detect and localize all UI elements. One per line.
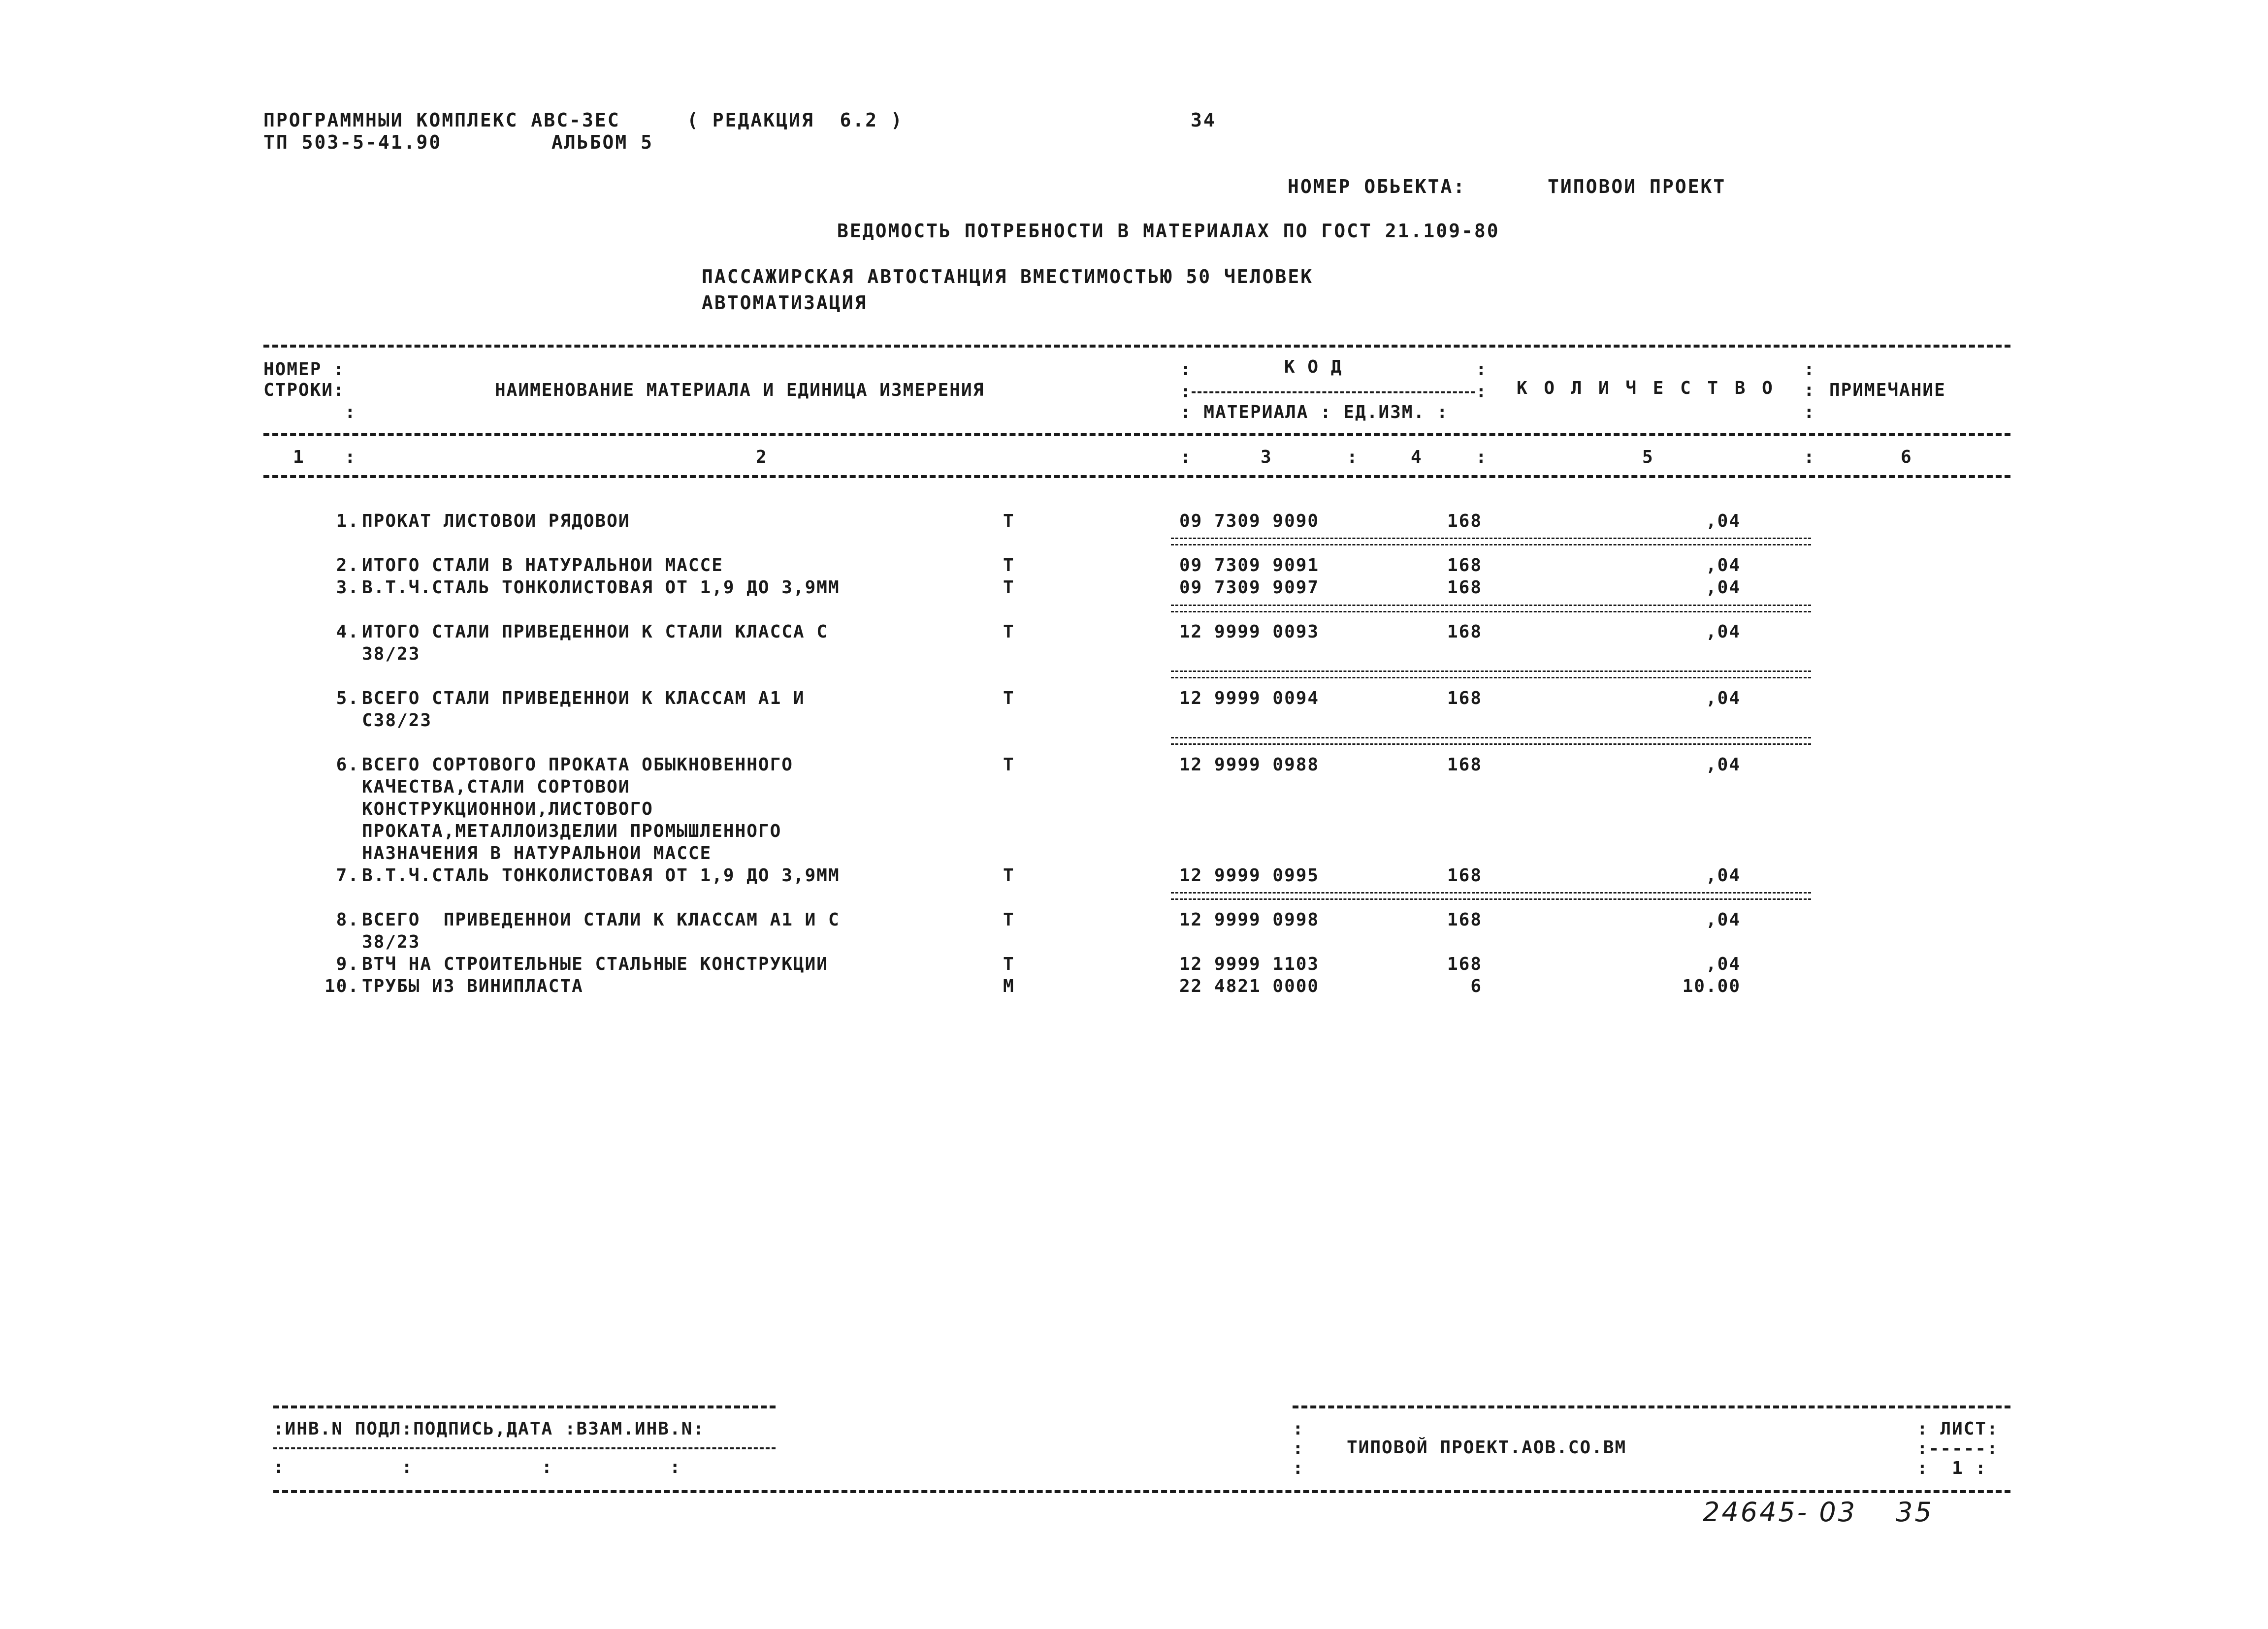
object-label: НОМЕР ОБЬЕКТА: xyxy=(1288,176,1466,197)
row-number: 5. xyxy=(336,688,359,708)
row-name-line: С38/23 xyxy=(362,710,432,731)
row-material-code: 12 9999 0094 xyxy=(1179,688,1320,708)
row-quantity: ,04 xyxy=(1705,688,1741,708)
row-name-line: КАЧЕСТВА,СТАЛИ СОРТОВОИ xyxy=(362,777,630,797)
header-rule xyxy=(263,433,2010,436)
row-material-code: 22 4821 0000 xyxy=(1179,976,1320,996)
row-uom-code: 168 xyxy=(1447,688,1482,708)
col-number-sep-3: : xyxy=(1347,447,1359,467)
row-quantity: ,04 xyxy=(1705,865,1741,886)
stamp-right-colon: : xyxy=(1293,1419,1304,1439)
row-unit: Т xyxy=(1003,865,1015,886)
col-row-no-line1: НОМЕР : xyxy=(263,359,345,380)
row-name-line: В.Т.Ч.СТАЛЬ ТОНКОЛИСТОВАЯ ОТ 1,9 ДО 3,9ММ xyxy=(362,577,840,598)
row-name-line: ВСЕГО СОРТОВОГО ПРОКАТА ОБЫКНОВЕННОГО xyxy=(362,755,793,775)
column-number-rule xyxy=(263,475,2010,478)
row-name-line: ИТОГО СТАЛИ ПРИВЕДЕННОИ К СТАЛИ КЛАССА С xyxy=(362,622,828,642)
subtotal-rule xyxy=(1171,605,1811,612)
project-code: ТП 503-5-41.90 xyxy=(263,131,442,153)
row-material-code: 12 9999 0988 xyxy=(1179,755,1320,775)
col-number-sep-2: : xyxy=(1180,447,1192,467)
col-qty-header: К О Л И Ч Е С Т В О xyxy=(1517,378,1776,398)
col-number-sep-1: : xyxy=(345,447,356,467)
row-quantity: ,04 xyxy=(1705,555,1741,575)
subtotal-rule xyxy=(1171,892,1811,900)
subject-line-1: ПАССАЖИРСКАЯ АВТОСТАНЦИЯ ВМЕСТИМОСТЬЮ 50 ЧЕЛОВЕК xyxy=(702,266,1314,287)
row-unit: М xyxy=(1003,976,1015,996)
row-name-line: ВСЕГО СТАЛИ ПРИВЕДЕННОИ К КЛАССАМ А1 И xyxy=(362,688,805,708)
row-number: 2. xyxy=(336,555,359,575)
row-number: 10. xyxy=(324,976,359,996)
col-row-no-line2: СТРОКИ: xyxy=(263,380,345,400)
row-quantity: ,04 xyxy=(1705,910,1741,930)
row-uom-code: 168 xyxy=(1447,910,1482,930)
row-unit: Т xyxy=(1003,511,1015,531)
col-code-div-colon-l: : xyxy=(1180,382,1192,402)
subtotal-rule xyxy=(1171,671,1811,678)
row-name-line: ИТОГО СТАЛИ В НАТУРАЛЬНОИ МАССЕ xyxy=(362,555,723,575)
row-number: 7. xyxy=(336,865,359,886)
col-code-div-colon-r: : xyxy=(1476,382,1488,402)
row-name-line: 38/23 xyxy=(362,932,421,952)
col-number-1: 1 xyxy=(293,447,305,467)
stamp-document-code: ТИПОВОЙ ПРОЕКТ.АОВ.СО.ВМ xyxy=(1347,1437,1627,1458)
col-qty-colon-1: : xyxy=(1804,359,1815,380)
object-value: ТИПОВОИ ПРОЕКТ xyxy=(1548,176,1726,197)
row-name-line: КОНСТРУКЦИОННОИ,ЛИСТОВОГО xyxy=(362,799,653,819)
row-uom-code: 168 xyxy=(1447,577,1482,598)
stamp-left-header: :ИНВ.N ПОДЛ:ПОДПИСЬ,ДАТА :ВЗАМ.ИНВ.N: xyxy=(273,1419,705,1439)
row-unit: Т xyxy=(1003,954,1015,974)
document-title: ВЕДОМОСТЬ ПОТРЕБНОСТИ В МАТЕРИАЛАХ ПО ГОСТ 21.109-80 xyxy=(837,220,1500,242)
row-quantity: ,04 xyxy=(1705,577,1741,598)
row-material-code: 12 9999 0995 xyxy=(1179,865,1320,886)
row-name-line: ТРУБЫ ИЗ ВИНИПЛАСТА xyxy=(362,976,583,996)
row-number: 8. xyxy=(336,910,359,930)
handwritten-archive-number: 24645- 03 xyxy=(1703,1497,1857,1528)
row-quantity: ,04 xyxy=(1705,511,1741,531)
row-quantity: ,04 xyxy=(1705,622,1741,642)
col-code-divider xyxy=(1192,391,1475,393)
row-name-line: 38/23 xyxy=(362,644,421,664)
row-name-line: В.Т.Ч.СТАЛЬ ТОНКОЛИСТОВАЯ ОТ 1,9 ДО 3,9ММ xyxy=(362,865,840,886)
row-uom-code: 168 xyxy=(1447,555,1482,575)
album-label: АЛЬБОМ 5 xyxy=(551,131,654,153)
row-material-code: 09 7309 9097 xyxy=(1179,577,1320,598)
stamp-sheet-value: : 1 : xyxy=(1917,1458,1987,1478)
row-material-code: 09 7309 9090 xyxy=(1179,511,1320,531)
page-number: 34 xyxy=(1191,109,1216,131)
row-unit: Т xyxy=(1003,910,1015,930)
col-number-3: 3 xyxy=(1261,447,1272,467)
row-quantity: ,04 xyxy=(1705,755,1741,775)
row-uom-code: 168 xyxy=(1447,511,1482,531)
row-uom-code: 168 xyxy=(1447,865,1482,886)
col-number-6: 6 xyxy=(1901,447,1912,467)
subject-line-2: АВТОМАТИЗАЦИЯ xyxy=(702,292,868,314)
row-unit: Т xyxy=(1003,688,1015,708)
col-number-2: 2 xyxy=(756,447,768,467)
subtotal-rule xyxy=(1171,538,1811,545)
col-note-header: ПРИМЕЧАНИЕ xyxy=(1829,380,1946,400)
col-code-subheader: : МАТЕРИАЛА : ЕД.ИЗМ. : xyxy=(1180,402,1449,422)
stamp-right-top-rule xyxy=(1293,1405,2010,1408)
row-unit: Т xyxy=(1003,555,1015,575)
row-name-line: ВСЕГО ПРИВЕДЕННОИ СТАЛИ К КЛАССАМ А1 И С xyxy=(362,910,840,930)
row-name-line: ПРОКАТ ЛИСТОВОИ РЯДОВОИ xyxy=(362,511,630,531)
row-uom-code: 168 xyxy=(1447,622,1482,642)
stamp-bottom-rule xyxy=(273,1490,2010,1493)
col-name-header: НАИМЕНОВАНИЕ МАТЕРИАЛА И ЕДИНИЦА ИЗМЕРЕНИЯ xyxy=(495,380,985,400)
stamp-sheet-label: : ЛИСТ: xyxy=(1917,1419,1999,1439)
col-number-sep-5: : xyxy=(1804,447,1815,467)
row-number: 4. xyxy=(336,622,359,642)
stamp-right-colon: : xyxy=(1293,1438,1304,1459)
row-unit: Т xyxy=(1003,622,1015,642)
handwritten-page-number: 35 xyxy=(1896,1497,1934,1528)
row-material-code: 12 9999 0093 xyxy=(1179,622,1320,642)
stamp-right-colon: : xyxy=(1293,1458,1304,1478)
row-uom-code: 6 xyxy=(1470,976,1482,996)
row-unit: Т xyxy=(1003,577,1015,598)
row-uom-code: 168 xyxy=(1447,755,1482,775)
col-qty-colon-2: : xyxy=(1804,380,1815,400)
program-name: ПРОГРАММНЫИ КОМПЛЕКС АВС-3ЕС xyxy=(263,109,620,131)
row-uom-code: 168 xyxy=(1447,954,1482,974)
stamp-left-top-rule xyxy=(273,1405,776,1408)
edition-label: ( РЕДАКЦИЯ 6.2 ) xyxy=(687,109,904,131)
row-number: 9. xyxy=(336,954,359,974)
col-row-no-line3: : xyxy=(345,402,356,422)
table-top-rule xyxy=(263,345,2010,348)
row-quantity: 10.00 xyxy=(1682,976,1741,996)
row-number: 3. xyxy=(336,577,359,598)
row-name-line: ПРОКАТА,МЕТАЛЛОИЗДЕЛИИ ПРОМЫШЛЕННОГО xyxy=(362,821,782,841)
subtotal-rule xyxy=(1171,737,1811,745)
col-qty-colon-3: : xyxy=(1804,402,1815,422)
row-name-line: ВТЧ НА СТРОИТЕЛЬНЫЕ СТАЛЬНЫЕ КОНСТРУКЦИИ xyxy=(362,954,828,974)
col-number-sep-4: : xyxy=(1476,447,1488,467)
row-material-code: 12 9999 0998 xyxy=(1179,910,1320,930)
row-number: 6. xyxy=(336,755,359,775)
col-code-header: К О Д xyxy=(1284,357,1343,377)
col-number-5: 5 xyxy=(1642,447,1654,467)
row-quantity: ,04 xyxy=(1705,954,1741,974)
row-material-code: 09 7309 9091 xyxy=(1179,555,1320,575)
row-name-line: НАЗНАЧЕНИЯ В НАТУРАЛЬНОИ МАССЕ xyxy=(362,843,712,863)
row-unit: Т xyxy=(1003,755,1015,775)
col-code-colon-right: : xyxy=(1476,359,1488,380)
stamp-left-blank-row: : : : : xyxy=(273,1457,681,1477)
col-code-colon-left: : xyxy=(1180,359,1192,380)
row-material-code: 12 9999 1103 xyxy=(1179,954,1320,974)
stamp-sheet-separator: :-----: xyxy=(1917,1438,1999,1459)
stamp-left-mid-rule xyxy=(273,1447,776,1449)
col-number-4: 4 xyxy=(1411,447,1423,467)
row-number: 1. xyxy=(336,511,359,531)
